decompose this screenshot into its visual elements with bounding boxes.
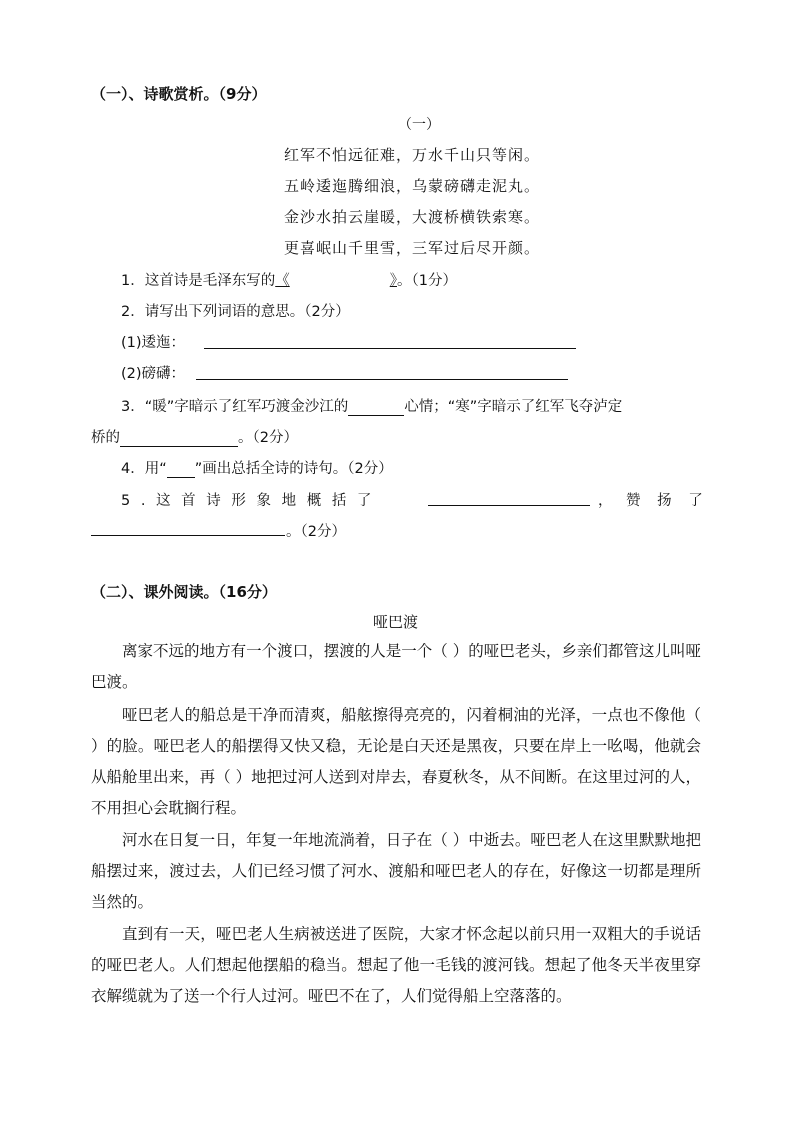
- question-5-text-1: 5 . 这 首 诗 形 象 地 概 括 了: [121, 493, 375, 509]
- question-5-blank-1[interactable]: [428, 505, 590, 506]
- question-2: 2．请写出下列词语的意思。（2分）: [121, 304, 350, 320]
- question-3-text-1: 3．“暖”字暗示了红军巧渡金沙江的: [121, 399, 349, 415]
- question-5-comma: ，: [598, 493, 613, 509]
- poem-line-2: 五岭逶迤腾细浪，乌蒙磅礴走泥丸。: [284, 177, 541, 195]
- question-1-score: 。（1分）: [396, 273, 457, 289]
- question-3-text-3: 桥的: [91, 430, 120, 446]
- question-3-blank-1[interactable]: [348, 401, 404, 416]
- poem-line-1: 红军不怕远征难，万水千山只等闲。: [284, 146, 541, 164]
- question-1-text: 1．这首诗是毛泽东写的: [121, 273, 276, 289]
- poem-title: （一）: [398, 117, 440, 133]
- story-paragraph-4: 直到有一天，哑巴老人生病被送进了医院，大家才怀念起以前只用一双粗大的手说话的哑巴老人。人们想起他摆船的稳当。想起了他一毛钱的渡河钱。想起了他冬天半夜里穿衣解缆就为了送一个行人过河。哑巴不在了，人们觉得船上空落落的。: [91, 925, 701, 1005]
- poem-line-4: 更喜岷山千里雪，三军过后尽开颜。: [284, 239, 541, 257]
- question-5-text-2: 赞 扬 了: [626, 493, 709, 509]
- question-3-score: 。（2分）: [238, 430, 298, 446]
- question-1-book-marks[interactable]: [275, 273, 397, 289]
- question-1-blank[interactable]: [290, 276, 390, 290]
- book-close-mark: 》: [389, 273, 397, 289]
- question-2b-label: (2)磅礴：: [121, 366, 186, 382]
- question-2b: [121, 362, 185, 383]
- question-2b-answer-line[interactable]: [196, 379, 568, 380]
- question-4-text-1: 4．用“: [121, 461, 167, 477]
- section-2-title: （二）、课外阅读。（16分）: [91, 583, 277, 601]
- question-4: [121, 457, 393, 478]
- question-3-line-1: [121, 395, 622, 416]
- story-paragraph-1: 离家不远的地方有一个渡口，摆渡的人是一个（ ）的哑巴老头，乡亲们都管这儿叫哑巴渡。: [91, 642, 701, 691]
- story-title: 哑巴渡: [373, 613, 419, 631]
- question-3-text-2: 心情；“寒”字暗示了红军飞夺泸定: [404, 399, 623, 415]
- question-5-blank-2[interactable]: [91, 535, 285, 536]
- story-paragraph-3: 河水在日复一日，年复一年地流淌着，日子在（ ）中逝去。哑巴老人在这里默默地把船摆过来，渡过去，人们已经习惯了河水、渡船和哑巴老人的存在，好像这一切都是理所当然的。: [91, 831, 701, 911]
- question-4-underline-sample: [167, 463, 195, 478]
- story-paragraph-2: 哑巴老人的船总是干净而清爽，船舷擦得亮亮的，闪着桐油的光泽，一点也不像他（ ）的脸。哑巴老人的船摆得又快又稳，无论是白天还是黑夜，只要在岸上一吆喝，他就会从船舱里出来，再（ ）地把过河人送到对岸去，春夏秋冬，从不间断。在这里过河的人，不用担心会耽搁行程。: [91, 706, 701, 817]
- question-2a: [121, 331, 185, 352]
- question-2a-answer-line[interactable]: [204, 348, 576, 349]
- question-1: [121, 269, 457, 290]
- question-3-blank-2[interactable]: [120, 432, 238, 447]
- question-3-line-2: [91, 426, 298, 447]
- section-1-title: （一）、诗歌赏析。（9分）: [91, 85, 267, 103]
- book-open-mark: 《: [275, 273, 290, 289]
- question-4-text-2: ”画出总括全诗的诗句。（2分）: [194, 461, 393, 477]
- question-5-score: 。（2分）: [286, 524, 346, 540]
- question-2a-label: (1)逶迤：: [121, 335, 186, 351]
- poem-line-3: 金沙水拍云崖暖，大渡桥横铁索寒。: [284, 208, 541, 226]
